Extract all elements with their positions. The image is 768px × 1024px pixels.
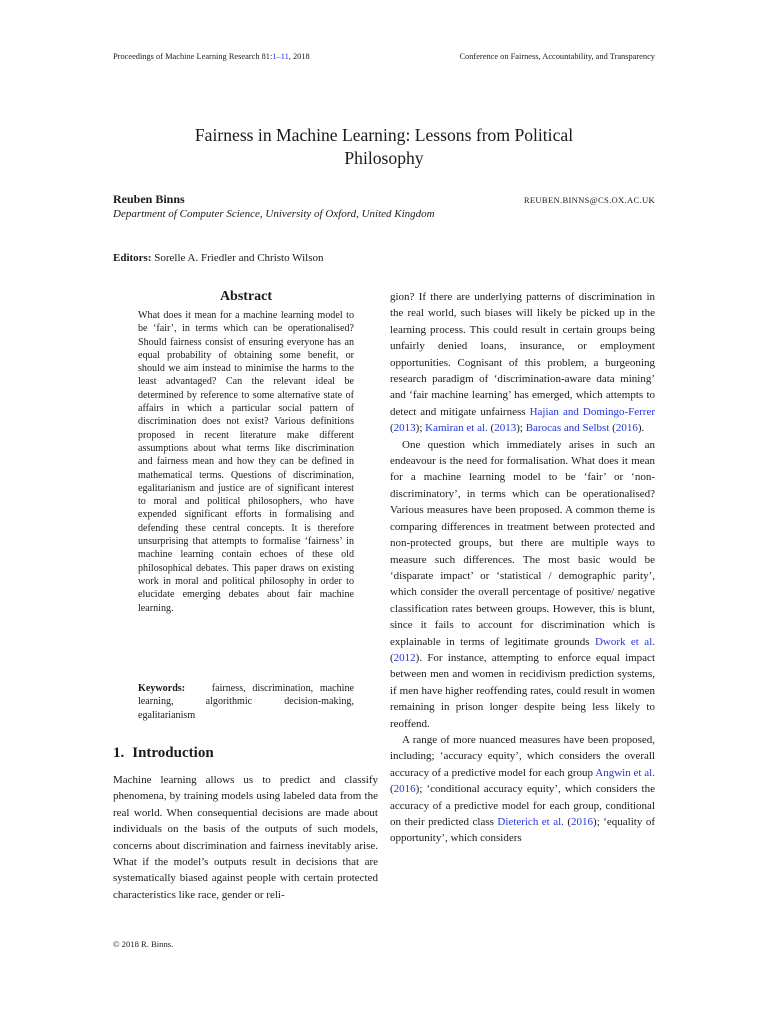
- citation-kamiran-year[interactable]: 2013: [494, 422, 517, 435]
- right-column: [390, 289, 655, 847]
- citation-barocas[interactable]: Barocas and Selbst: [525, 422, 610, 435]
- author-row: [113, 192, 655, 208]
- introduction-paragraph: Machine learning allows us to predict and classify phenomena, by training models using labeled data from the real world. When consequential decisions are made about individuals on the basis of the outputs of such models, concerns about discrimination and fairness inevitably arise. What if the model’s outputs result in decisions that are systematically biased against people with certain protected characteristics like race, gender or reli-: [113, 774, 378, 901]
- author-name: Reuben Binns: [113, 192, 185, 206]
- keywords: [138, 682, 354, 722]
- citation-dieterich-year[interactable]: 2016: [571, 816, 594, 828]
- abstract-heading: Abstract: [219, 289, 273, 304]
- copyright-footer: © 2018 R. Binns.: [113, 939, 174, 949]
- citation-barocas-year[interactable]: 2016: [615, 422, 638, 435]
- author-email: REUBEN.BINNS@CS.OX.AC.UK: [523, 195, 655, 205]
- journal-citation: Proceedings of Machine Learning Research 81:1–11, 2018: [113, 52, 310, 61]
- title-line-2: Philosophy: [344, 148, 424, 168]
- editors-line: [113, 252, 323, 264]
- paragraph-measures: A range of more nuanced measures have been proposed, including; ‘accuracy equity’, which considers the overall accuracy of a predictive model for each group Angwin et al. (2016); ‘conditional accuracy equity’, which considers the accuracy of a predictive model for each group, conditional on their predicted class Dieterich et al. (2016); ‘equality of opportunity’, which considers: [390, 733, 655, 845]
- title-line-1: Fairness in Machine Learning: Lessons from Political: [194, 125, 574, 145]
- paragraph-formalisation: One question which immediately arises in such an endeavour is the need for formalisation. What does it mean for a machine learning model to be ‘fair’ or ‘non-discriminatory’, in terms which can be operationalised? Various measures have been proposed. A common theme is comparing differences in treatment between protected and non-protected groups, but there are multiple ways to measure such differences. The most basic would be ‘disparate impact’ or ‘statistical / demographic parity’, which consider the overall percentage of positive/ negative classification rates between groups. However, this is blunt, since it fails to account for discrimination which is explainable in terms of legitimate grounds Dwork et al. (2012). For instance, attempting to enforce equal impact between men and women in recidivism prediction systems, if men have higher reoffending rates, could result in women remaining in prison longer despite being less likely to reoffend.: [390, 438, 655, 730]
- editors-names: Sorelle A. Friedler and Christo Wilson: [154, 252, 324, 264]
- author-affiliation: Department of Computer Science, University of Oxford, United Kingdom: [113, 208, 435, 220]
- conference-name: Conference on Fairness, Accountability, and Transparency: [459, 52, 655, 61]
- section-title: Introduction: [132, 745, 214, 761]
- citation-kamiran[interactable]: Kamiran et al.: [425, 422, 488, 435]
- section-heading-introduction: [113, 745, 214, 762]
- paper-title: [113, 124, 655, 170]
- citation-angwin[interactable]: Angwin et al.: [595, 766, 655, 779]
- citation-angwin-year[interactable]: 2016: [393, 783, 416, 796]
- editors-label: Editors:: [113, 252, 152, 264]
- citation-hajian[interactable]: Hajian and Domingo-Ferrer: [529, 405, 656, 418]
- citation-dwork[interactable]: Dwork et al.: [594, 635, 655, 648]
- keywords-label: Keywords:: [138, 683, 186, 694]
- page-range-link[interactable]: 1–11: [272, 52, 289, 61]
- paragraph-continuation: gion? If there are underlying patterns of discrimination in the real world, such biases will likely be picked up in the learning process. This could result in certain groups being unfairly denied loans, insurance, or employment opportunities. Cognisant of this problem, a burgeoning research paradigm of ‘discrimination-aware data mining’ and ‘fair machine learning’ has emerged, which attempts to detect and mitigate unfairness Hajian and Domingo-Ferrer (2013); Kamiran et al. (2013); Barocas and Selbst (2016).: [390, 291, 656, 435]
- running-header: [113, 52, 655, 66]
- citation-dwork-year[interactable]: 2012: [393, 651, 416, 664]
- abstract-text: What does it mean for a machine learning model to be ‘fair’, in terms which can be operationalised? Should fairness consist of ensuring everyone has an equal probability of obtaining some benefit, or should we aim instead to minimise the harms to the least advantaged? Can the relevant ideal be determined by reference to some alternative state of affairs in which a particular social pattern of discrimination does not exist? Various definitions proposed in recent literature make different assumptions about what terms like discrimination and fairness mean and how they can be defined in mathematical terms. Questions of discrimination, egalitarianism and justice are of significant interest to moral and political philosophers, who have expended significant efforts in formalising and defending these central concepts. It is therefore unsurprising that attempts to formalise ‘fairness’ in machine learning contain echoes of these old philosophical debates. This paper draws on existing work in moral and political philosophy in order to elucidate emerging debates about fair machine learning.: [138, 310, 354, 614]
- citation-hajian-year[interactable]: 2013: [393, 422, 416, 435]
- keywords-list: fairness, discrimination, machine learning, algorithmic decision-making, egalitarianism: [138, 683, 355, 721]
- citation-dieterich[interactable]: Dieterich et al.: [497, 816, 564, 828]
- section-number: 1.: [113, 745, 125, 761]
